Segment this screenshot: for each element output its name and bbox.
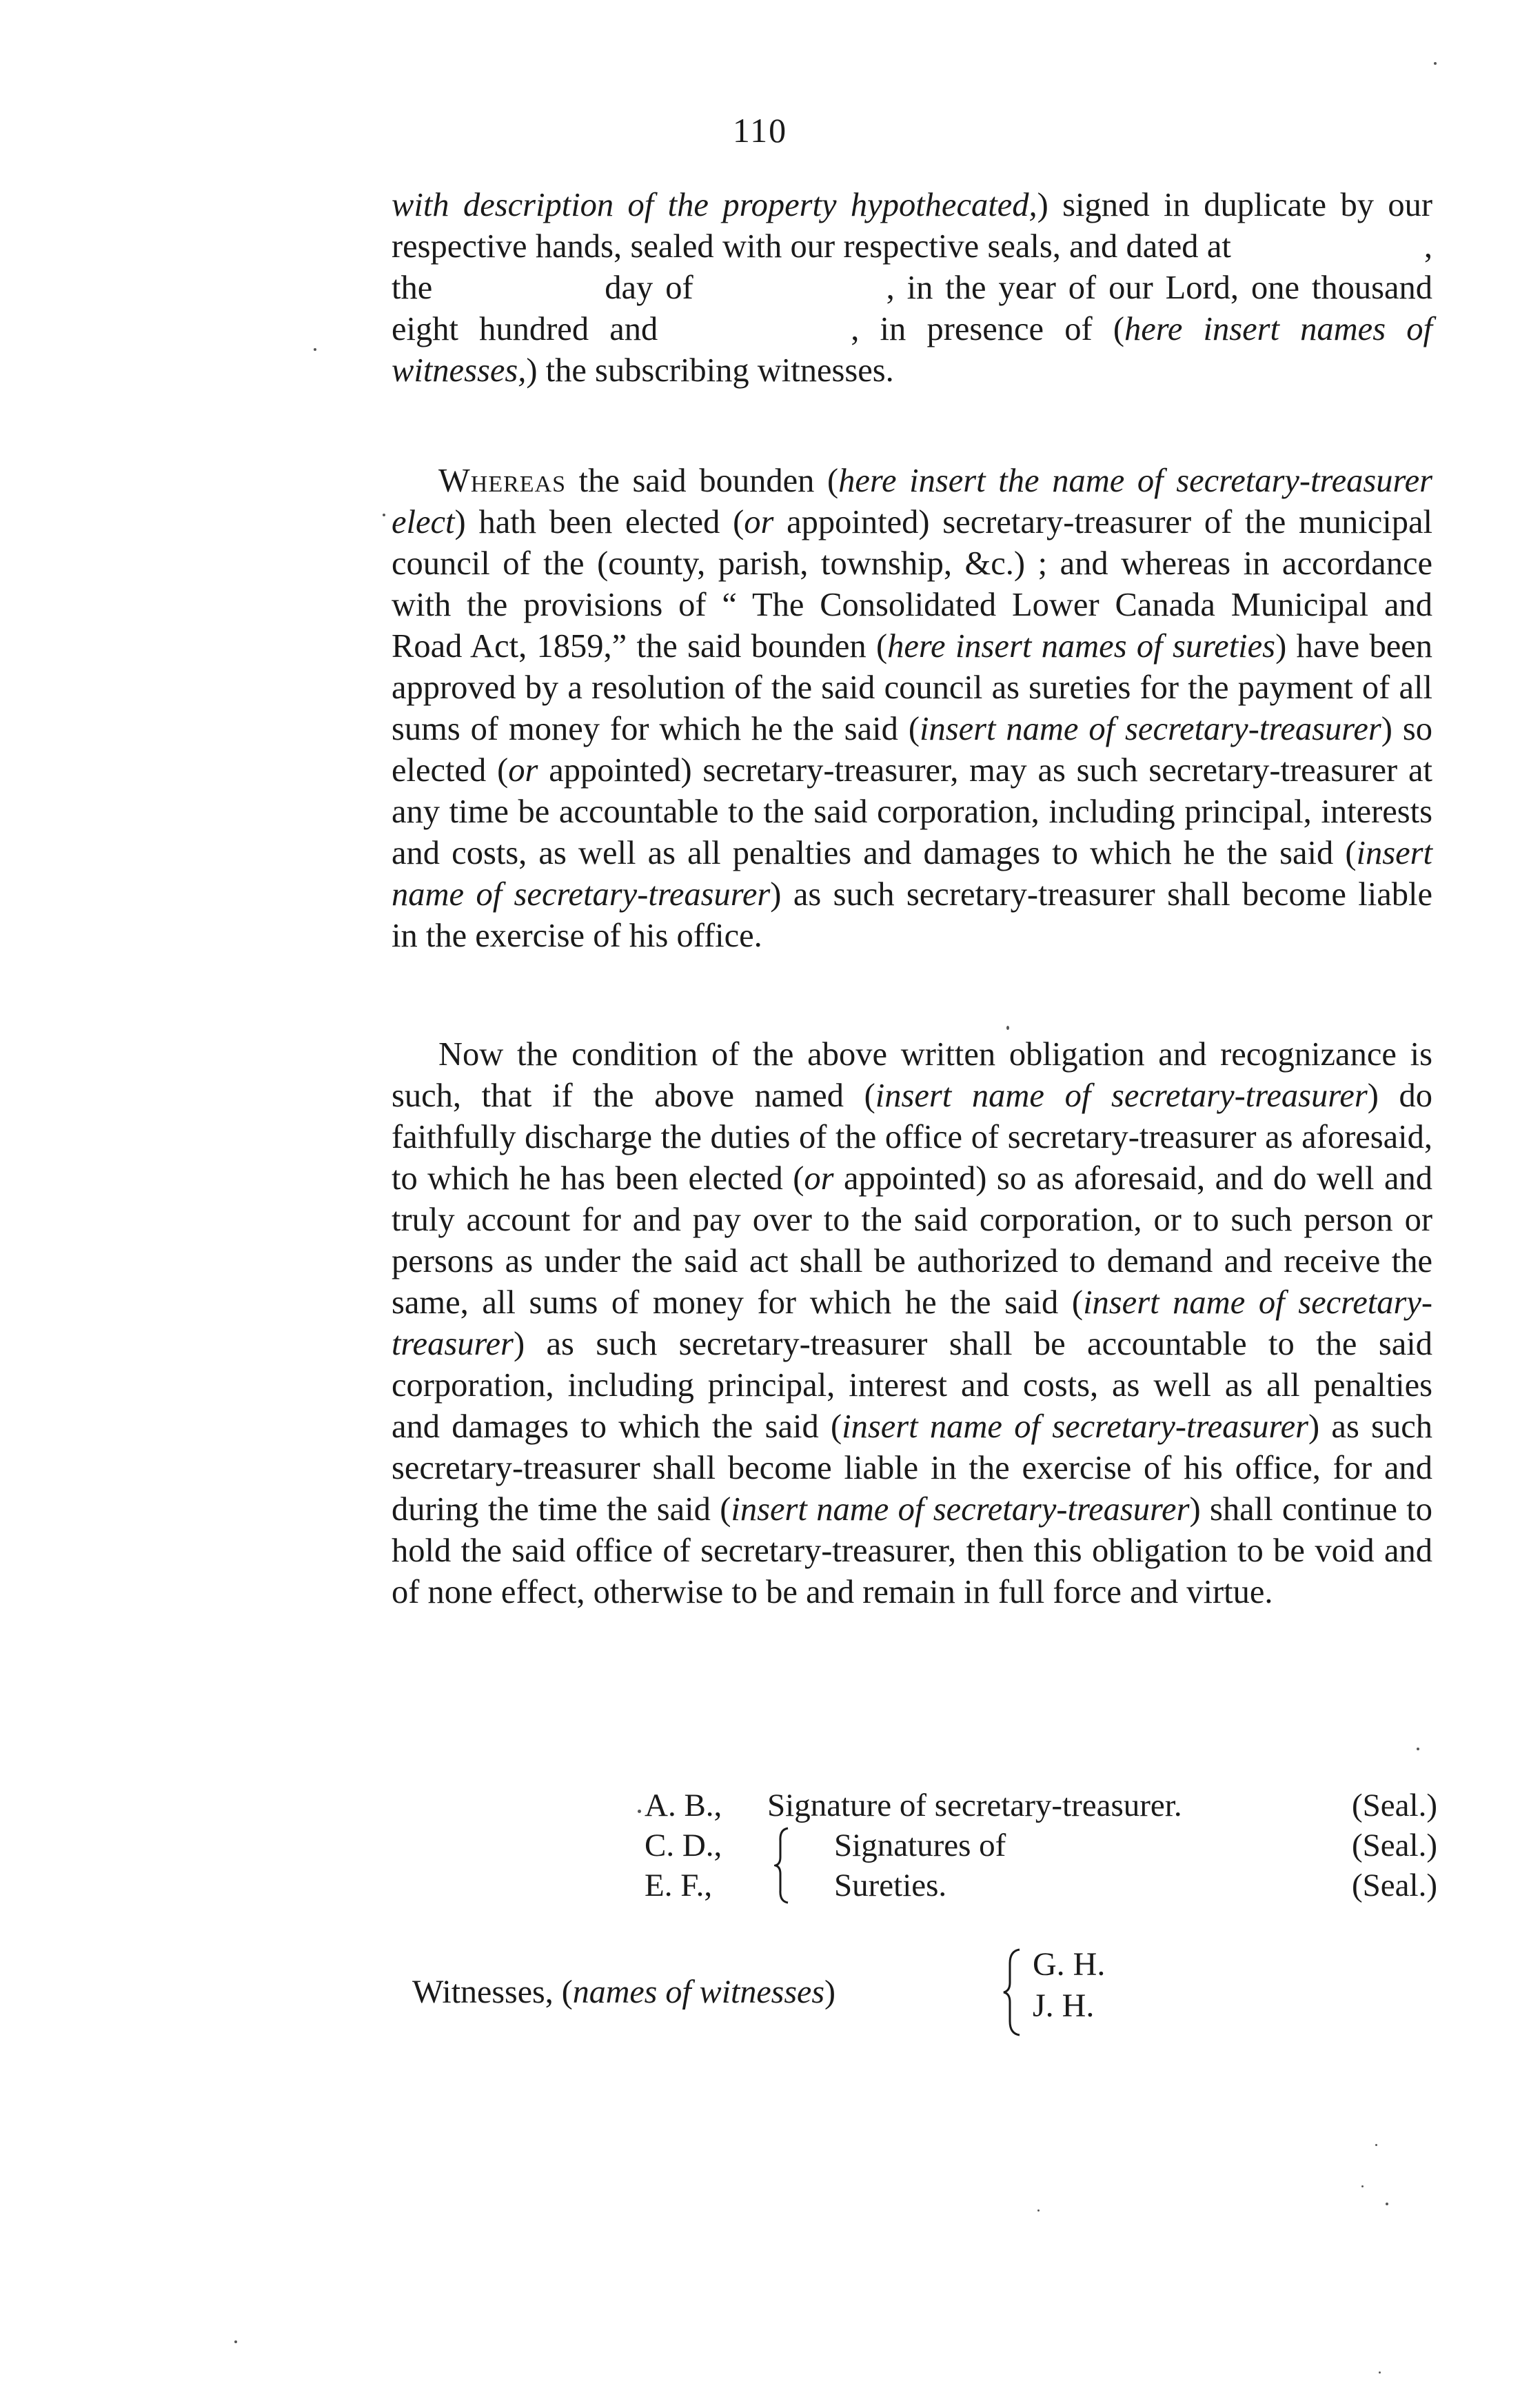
signature-label: Sureties. (834, 1868, 947, 1903)
paper-speck (1434, 62, 1437, 65)
paper-speck (638, 1810, 641, 1813)
lead-word: Whereas (438, 463, 567, 499)
signature-row (645, 1785, 1437, 1825)
italic-phrase: here insert names of sureties (887, 628, 1276, 665)
italic-phrase: or (744, 504, 774, 540)
text-run: ) as such secretary-treasurer shall become liable in the exercise of his office. (392, 876, 1432, 954)
paragraph-continuation (392, 185, 1432, 392)
italic-phrase: names of witnesses (572, 1974, 825, 2010)
brace-icon (774, 1827, 793, 1904)
italic-phrase: insert name of secretary-treasurer (920, 711, 1381, 747)
italic-phrase: insert name of secretary-treasurer (392, 835, 1432, 913)
text-run: ) the subscribing witnesses. (526, 352, 894, 389)
paragraph-whereas (392, 461, 1432, 957)
italic-phrase: insert name of secretary-treasurer (392, 1284, 1433, 1362)
text-run: day of (605, 270, 693, 306)
italic-phrase: insert name of secretary-treasurer (842, 1408, 1308, 1445)
witness-block (412, 1944, 1239, 2041)
italic-phrase: with description of the property hypothecated, (392, 187, 1037, 223)
paper-speck (1375, 2144, 1377, 2146)
paper-speck (314, 348, 316, 351)
paper-speck (1037, 2209, 1040, 2212)
paper-speck (1361, 2185, 1364, 2187)
brace-icon (1002, 1948, 1025, 2036)
witness-label (412, 1973, 835, 2011)
italic-phrase: here insert names of witnesses, (392, 311, 1432, 389)
text-run: ) so elected ( (392, 711, 1433, 789)
paragraph-condition (392, 1034, 1432, 1613)
italic-phrase: or (508, 752, 538, 789)
text-run: Witnesses, ( (412, 1974, 573, 2010)
text-run: ) shall continue to hold the said office of secretary-treasurer, then this obligation to be void and of none effect, otherwise to be and remain in full force and virtue. (392, 1491, 1433, 1610)
italic-phrase: here insert the name of secretary-treasurer elect (392, 463, 1432, 540)
paper-speck (1379, 2371, 1381, 2374)
text-run: appointed) secretary-treasurer, may as such secretary-treasurer at any time be accountable to the said corporation, including principal, interests and costs, as well as all penalties and damages to which he the said ( (392, 752, 1432, 871)
text-run: ) (824, 1974, 835, 2010)
text-run: appointed) secretary-treasurer of the municipal council of the (county, parish, township, &c.) ; and whereas in accordance with the provisions of “ The Consolidated Lower Canada Municipal and Road Act, 1859,” the said bounden ( (392, 504, 1432, 665)
page-number: 110 (732, 111, 788, 150)
text-run: , in presence of ( (851, 311, 1124, 347)
signatory-initials: A. B., (645, 1788, 722, 1823)
signature-row (645, 1865, 1437, 1905)
signatory-initials: C. D., (645, 1828, 722, 1863)
signature-label: Signatures of (834, 1828, 1006, 1863)
paper-speck (1006, 1026, 1009, 1030)
text-run: ) signed in duplicate by our respective hands, sealed with our respective seals, and dated at (392, 187, 1432, 265)
text-run: , in the year of our Lord, one thousand eight hundred and (392, 270, 1432, 347)
text-run: , the (392, 228, 1432, 306)
paper-speck (234, 2340, 237, 2343)
signature-block (645, 1785, 1437, 1905)
witness-names (1033, 1944, 1105, 2027)
paper-speck (1417, 1748, 1419, 1750)
witness-name: J. H. (1033, 1987, 1095, 2024)
italic-phrase: insert name of secretary-treasurer (875, 1077, 1368, 1114)
seal-mark: (Seal.) (1352, 1868, 1437, 1903)
signatory-initials: E. F., (645, 1868, 713, 1903)
seal-mark: (Seal.) (1352, 1828, 1437, 1863)
text-run: appointed) so as aforesaid, and do well and truly account for and pay over to the said corporation, or to such person or persons as under the said act shall be authorized to demand and receive the same, all sums of money for which he the said ( (392, 1160, 1432, 1321)
text-run: the said bounden ( (566, 463, 839, 499)
paper-speck (1386, 2203, 1388, 2205)
text-run: ) as such secretary-treasurer shall become liable in the exercise of his office, for and during the time the said ( (392, 1408, 1432, 1528)
witness-name: G. H. (1033, 1946, 1106, 1983)
italic-phrase: insert name of secretary-treasurer (731, 1491, 1190, 1528)
text-run: ) hath been elected ( (454, 504, 744, 540)
seal-mark: (Seal.) (1352, 1788, 1437, 1823)
italic-phrase: or (804, 1160, 834, 1197)
signature-label: Signature of secretary-treasurer. (767, 1788, 1182, 1823)
paper-speck (383, 514, 385, 516)
text-run: Now the condition of the above written obligation and recognizance is such, that if the above named ( (392, 1036, 1432, 1114)
signature-row (645, 1825, 1437, 1865)
text-run: ) do faithfully discharge the duties of the office of secretary-treasurer as aforesaid, to which he has been elected ( (392, 1077, 1433, 1197)
text-run: ) as such secretary-treasurer shall be accountable to the said corporation, including principal, interest and costs, as well as all penalties and damages to which the said ( (392, 1326, 1432, 1445)
text-run: ) have been approved by a resolution of the said council as sureties for the payment of all sums of money for which he the said ( (392, 628, 1432, 747)
